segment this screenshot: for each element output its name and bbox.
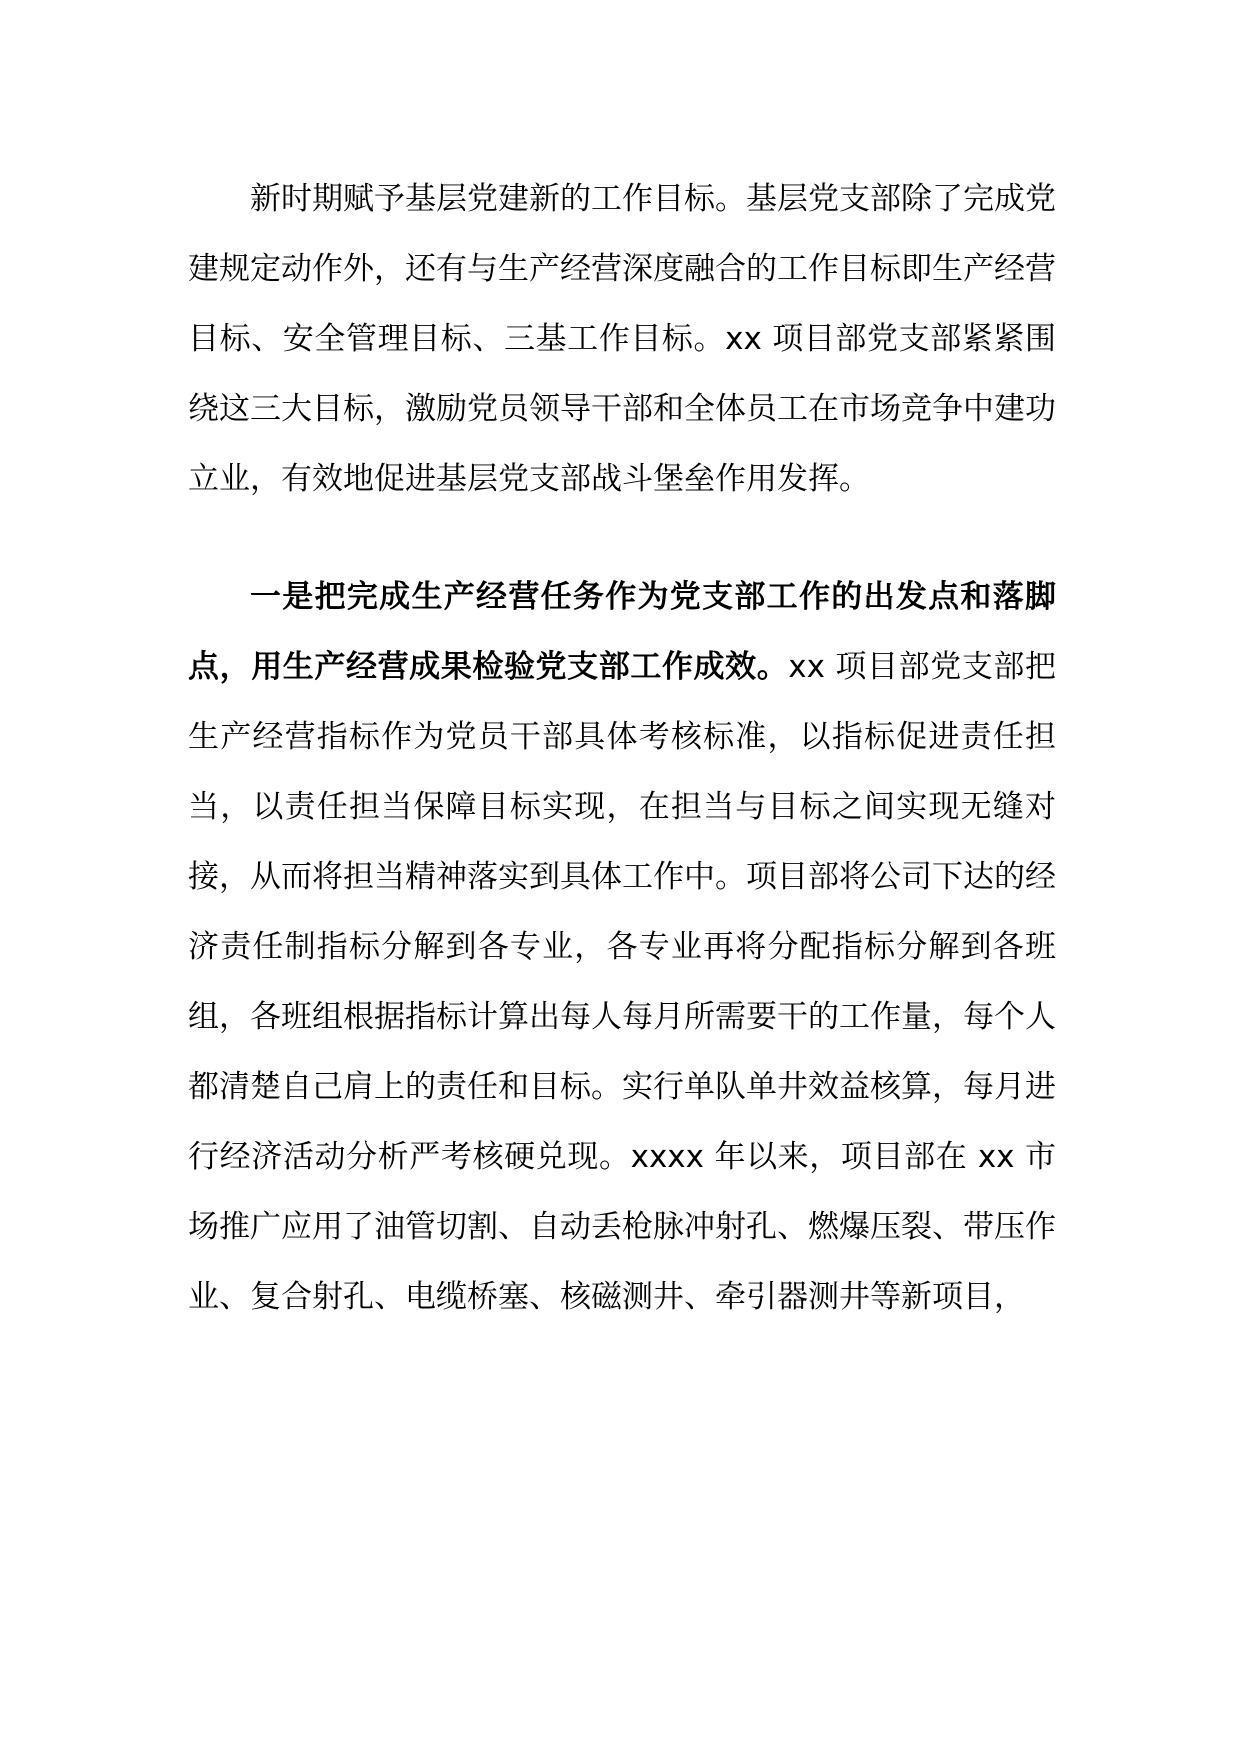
paragraph-intro bbox=[188, 164, 1056, 514]
paragraph-text: xx 项目部党支部把生产经营指标作为党员干部具体考核标准，以指标促进责任担当，以责任担当保障目标实现，在担当与目标之间实现无缝对接，从而将担当精神落实到具体工作中。项目部将公司下达的经济责任制指标分解到各专业，各专业再将分配指标分解到各班组，各班组根据指标计算出每人每月所需要干的工作量，每个人都清楚自己肩上的责任和目标。实行单队单井效益核算，每月进行经济活动分析严考核硬兑现。xxxx 年以来，项目部在 xx 市场推广应用了油管切割、自动丢枪脉冲射孔、燃爆压裂、带压作业、复合射孔、电缆桥塞、核磁测井、牵引器测井等新项目， bbox=[188, 649, 1057, 1315]
paragraph-point-one bbox=[188, 562, 1056, 1332]
document-body bbox=[188, 164, 1056, 1332]
paragraph-text: 新时期赋予基层党建新的工作目标。基层党支部除了完成党建规定动作外，还有与生产经营深度融合的工作目标即生产经营目标、安全管理目标、三基工作目标。xx 项目部党支部紧紧围绕这三大目标，激励党员领导干部和全体员工在市场竞争中建功立业，有效地促进基层党支部战斗堡垒作用发挥。 bbox=[188, 181, 1056, 497]
paragraph-lead: 一是把完成生产经营任务作为党支部工作的出发点和落脚点，用生产经营成果检验党支部工作成效。 bbox=[188, 579, 1056, 685]
